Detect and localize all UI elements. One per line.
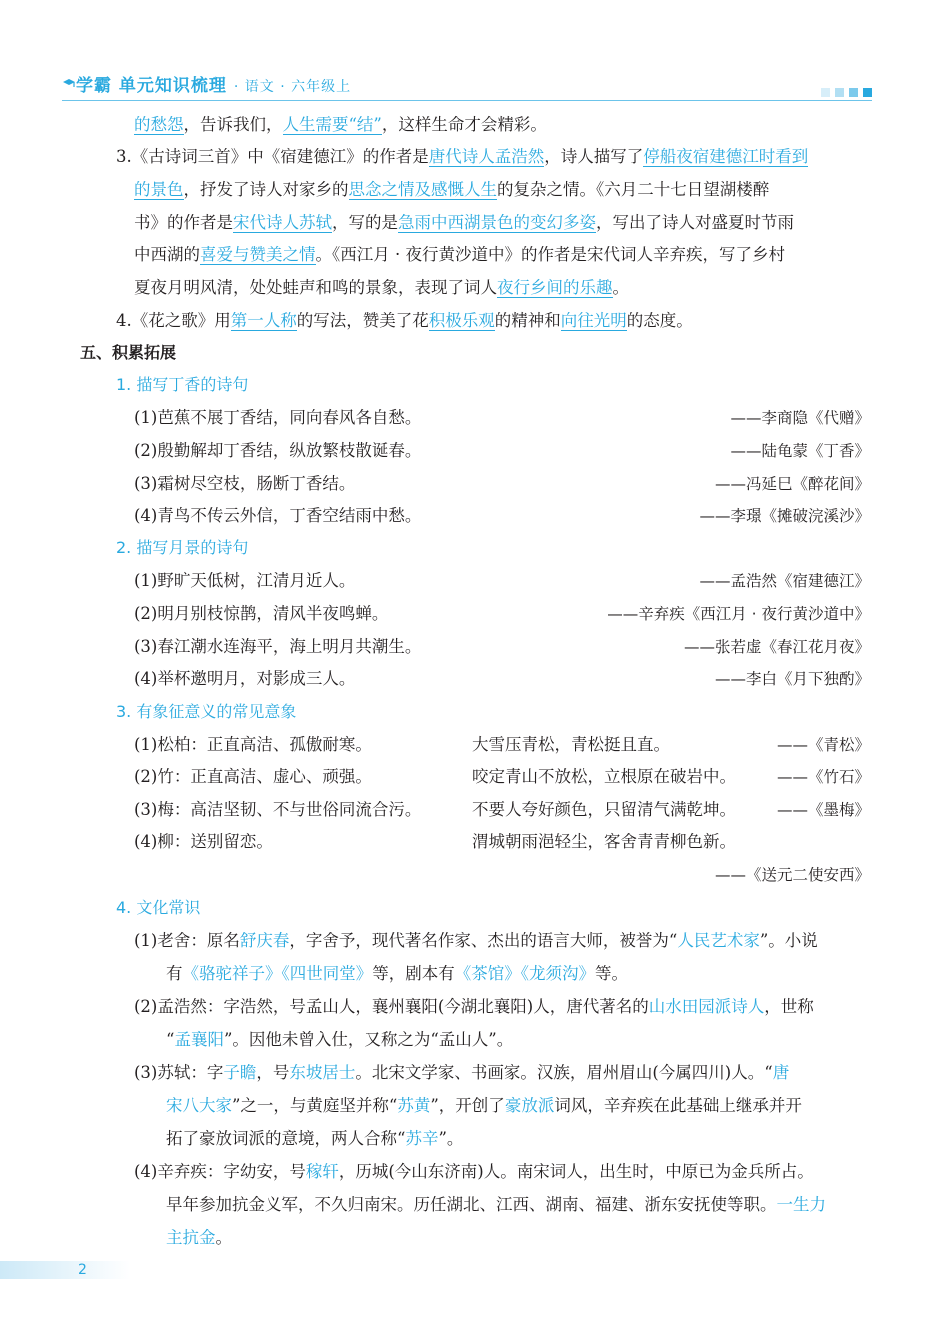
poem-line: (4)青鸟不传云外信，丁香空结雨中愁。 (134, 506, 422, 525)
page-header (62, 72, 872, 102)
poem-author: ——李璟《摊破浣溪沙》 (699, 507, 870, 525)
imagery-source: ——《青松》 (776, 736, 870, 754)
poem-line: (1)芭蕉不展丁香结，同向春风各自愁。 (134, 408, 422, 427)
poem-author: ——李白《月下独酌》 (714, 670, 870, 688)
culture-line: 有《骆驼祥子》《四世同堂》等，剧本有《茶馆》《龙须沟》等。 (166, 964, 628, 983)
header-decoration (821, 88, 872, 97)
culture-line: (2)孟浩然：字浩然，号孟山人，襄州襄阳(今湖北襄阳)人，唐代著名的山水田园派诗人，世称 (134, 997, 814, 1016)
imagery-meaning: (3)梅：高洁坚韧、不与世俗同流合污。 (134, 800, 422, 819)
poem-line: (4)举杯邀明月，对影成三人。 (134, 669, 356, 688)
imagery-source: ——《竹石》 (776, 768, 870, 786)
header-logo (62, 72, 351, 101)
culture-line: 主抗金。 (166, 1228, 232, 1247)
graduation-cap-icon (62, 77, 76, 91)
decor-square (835, 88, 844, 97)
imagery-verse: 渭城朝雨浥轻尘，客舍青青柳色新。 (472, 832, 736, 851)
poem-author: ——陆龟蒙《丁香》 (730, 442, 870, 460)
paragraph-line: 的愁怨，告诉我们，人生需要“结”，这样生命才会精彩。 (134, 115, 547, 134)
culture-line: (3)苏轼：字子瞻，号东坡居士。北宋文学家、书画家。汉族，眉州眉山(今属四川)人。“唐 (134, 1063, 790, 1082)
subsection-title: 2. 描写月景的诗句 (116, 538, 249, 557)
poem-line: (1)野旷天低树，江清月近人。 (134, 571, 356, 590)
poem-line: (3)春江潮水连海平，海上明月共潮生。 (134, 637, 422, 656)
header-title: 单元知识梳理 (118, 76, 227, 96)
decor-square (821, 88, 830, 97)
subsection-title: 3. 有象征意义的常见意象 (116, 702, 297, 721)
imagery-verse: 不要人夸好颜色，只留清气满乾坤。 (472, 800, 736, 819)
logo-text: 学霸 (76, 76, 112, 96)
paragraph-line: 的景色，抒发了诗人对家乡的思念之情及感慨人生的复杂之情。《六月二十七日望湖楼醉 (134, 180, 770, 199)
imagery-verse: 大雪压青松，青松挺且直。 (472, 735, 670, 754)
paragraph-line: 夏夜月明风清，处处蛙声和鸣的景象，表现了词人夜行乡间的乐趣。 (134, 278, 629, 297)
imagery-meaning: (4)柳：送别留恋。 (134, 832, 273, 851)
paragraph-line: 书》的作者是宋代诗人苏轼，写的是急雨中西湖景色的变幻多姿，写出了诗人对盛夏时节雨 (134, 213, 794, 232)
poem-author: ——冯延巳《醉花间》 (714, 475, 870, 493)
poem-author: ——张若虚《春江花月夜》 (683, 638, 870, 656)
imagery-meaning: (2)竹：正直高洁、虚心、顽强。 (134, 767, 372, 786)
subsection-title: 4. 文化常识 (116, 898, 201, 917)
paragraph-line: 3.《古诗词三首》中《宿建德江》的作者是唐代诗人孟浩然，诗人描写了停船夜宿建德江时看到 (116, 147, 809, 166)
imagery-meaning: (1)松柏：正直高洁、孤傲耐寒。 (134, 735, 372, 754)
paragraph-line: 4.《花之歌》用第一人称的写法，赞美了花积极乐观的精神和向往光明的态度。 (116, 311, 693, 330)
poem-author: ——辛弃疾《西江月 · 夜行黄沙道中》 (607, 605, 870, 623)
poem-author: ——孟浩然《宿建德江》 (699, 572, 870, 590)
subsection-title: 1. 描写丁香的诗句 (116, 375, 249, 394)
culture-line: (1)老舍：原名舒庆春，字舍予，现代著名作家、杰出的语言大师，被誉为“人民艺术家”。小说 (134, 931, 818, 950)
footer-bar (0, 1261, 130, 1279)
decor-square (849, 88, 858, 97)
header-divider (62, 100, 872, 101)
culture-line: “孟襄阳”。因他未曾入仕，又称之为“孟山人”。 (166, 1030, 514, 1049)
imagery-source: ——《墨梅》 (776, 801, 870, 819)
page-number: 2 (78, 1262, 87, 1278)
decor-square (863, 88, 872, 97)
culture-line: (4)辛弃疾：字幼安，号稼轩，历城(今山东济南)人。南宋词人，出生时，中原已为金兵所占。 (134, 1162, 814, 1181)
poem-line: (3)霜树尽空枝，肠断丁香结。 (134, 474, 356, 493)
poem-line: (2)殷勤解却丁香结，纵放繁枝散诞春。 (134, 441, 422, 460)
poem-line: (2)明月别枝惊鹊，清风半夜鸣蝉。 (134, 604, 389, 623)
section-title: 五、积累拓展 (80, 343, 177, 362)
poem-author: ——李商隐《代赠》 (730, 409, 870, 427)
header-subtitle: · 语文 · 六年级上 (233, 79, 352, 95)
paragraph-line: 中西湖的喜爱与赞美之情。《西江月 · 夜行黄沙道中》的作者是宋代词人辛弃疾，写了乡村 (134, 245, 785, 264)
culture-line: 宋八大家”之一，与黄庭坚并称“苏黄”，开创了豪放派词风，辛弃疾在此基础上继承并开 (166, 1096, 802, 1115)
culture-line: 早年参加抗金义军，不久归南宋。历任湖北、江西、湖南、福建、浙东安抚使等职。一生力 (166, 1195, 826, 1214)
imagery-source: ——《送元二使安西》 (714, 866, 870, 884)
culture-line: 拓了豪放词派的意境，两人合称“苏辛”。 (166, 1129, 464, 1148)
imagery-verse: 咬定青山不放松，立根原在破岩中。 (472, 767, 736, 786)
